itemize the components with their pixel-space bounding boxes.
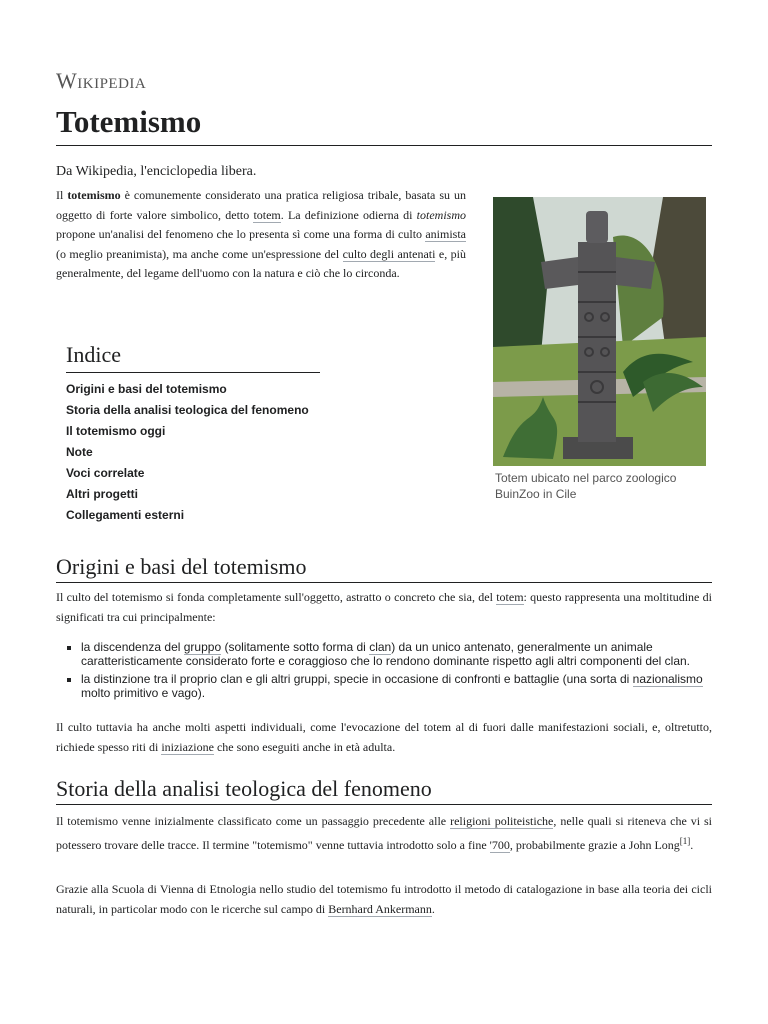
link-culto-degli-antenati[interactable]: culto degli antenati [342,246,436,261]
toc-item-note[interactable]: Note [66,445,93,459]
text: , nelle quali si riteneva che vi si potessero trovare delle tracce. Il termine "totemismo" venne tuttavia introdotto solo a fine [56,814,713,852]
link-totem[interactable]: totem [253,207,281,222]
section-heading-storia: Storia della analisi teologica del fenomeno [56,776,712,805]
link-clan[interactable]: clan [369,640,392,654]
link-religioni-politeistiche[interactable]: religioni politeistiche [450,814,554,828]
text: molto primitivo e vago). [81,686,206,700]
text: la discendenza del [81,640,184,654]
link-nazionalismo[interactable]: nazionalismo [632,672,703,686]
section2-paragraph-1 [56,812,712,855]
text: che sono eseguiti anche in età adulta. [213,739,396,754]
bullet-list [66,640,711,704]
text: e, più generalmente, del legame dell'uomo con la natura e ciò che lo circonda. [56,246,466,280]
page-title: Totemismo [56,104,202,139]
text: Il culto tuttavia ha anche molti aspetti individuali, come l'evocazione del totem al di fuori dalle manifestazioni sociali, e, oltretutto, richiede spesso riti di [56,720,712,754]
text: (solitamente sotto forma di [221,640,370,654]
section1-paragraph-1 [56,588,712,627]
text: Grazie alla Scuola di Vienna di Etnologia nello studio del totemismo fu introdotto il metodo di catalogazione in base alla teoria dei cicli naturali, in particolar modo con le ricerche sul campo di [56,882,712,916]
tagline: Da Wikipedia, l'enciclopedia libera. [56,164,257,179]
toc-heading: Indice [66,342,320,373]
text: : questo rappresenta una moltitudine di significati tra cui principalmente: [56,590,712,624]
link-totem[interactable]: totem [496,590,524,604]
link-animista[interactable]: animista [425,227,466,241]
bold-term: totemismo [67,188,121,202]
title-divider [56,145,712,146]
totem-photo[interactable] [493,197,706,466]
reference-1[interactable]: [1] [679,835,691,846]
figure-caption: Totem ubicato nel parco zoologico BuinZoo in Cile [495,471,677,501]
list-item [81,640,711,668]
text: Il culto del totemismo si fonda completamente sull'oggetto, astratto o concreto che sia, del [56,590,497,604]
text: . [431,901,435,916]
section2-paragraph-2 [56,880,712,919]
text: . La definizione odierna di [280,207,417,222]
toc-item-storia[interactable]: Storia della analisi teologica del fenomeno [66,403,309,417]
list-item [81,672,711,700]
text: Il [56,188,68,202]
table-of-contents [66,342,320,526]
toc-item-voci-correlate[interactable]: Voci correlate [66,466,145,480]
text: . [690,837,694,852]
text: ) da un unico antenato, generalmente un animale caratteristicamente considerato forte e coraggioso che lo rendono dominante rispetto agli altri componenti del clan. [81,640,691,668]
wikipedia-logo[interactable]: Wikipedia [56,68,147,93]
toc-item-altri-progetti[interactable]: Altri progetti [66,487,138,501]
link-700[interactable]: '700 [489,837,510,852]
link-gruppo[interactable]: gruppo [183,640,222,654]
intro-paragraph [56,186,466,284]
text: la distinzione tra il proprio clan e gli altri gruppi, specie in occasione di confronti e battaglie (una sorta di [81,672,633,686]
toc-item-origini[interactable]: Origini e basi del totemismo [66,382,227,396]
section-heading-origini: Origini e basi del totemismo [56,554,712,583]
text: (o meglio preanimista), ma anche come un'espressione del [56,246,343,261]
text: è comunemente considerato una pratica religiosa tribale, basata su un oggetto di forte valore simbolico, detto [56,188,466,222]
toc-item-oggi[interactable]: Il totemismo oggi [66,424,166,438]
toc-item-collegamenti-esterni[interactable]: Collegamenti esterni [66,508,185,522]
text: , probabilmente grazie a John Long [509,837,680,852]
link-iniziazione[interactable]: iniziazione [161,739,214,754]
section1-paragraph-2 [56,718,712,757]
link-bernhard-ankermann[interactable]: Bernhard Ankermann [328,901,432,916]
text: Il totemismo venne inizialmente classificato come un passaggio precedente alle [56,814,451,828]
text: propone un'analisi del fenomeno che lo presenta sì come una forma di culto [56,227,426,241]
thumbnail-figure [493,197,707,502]
toc-list [66,379,320,526]
italic-term: totemismo [416,207,467,222]
